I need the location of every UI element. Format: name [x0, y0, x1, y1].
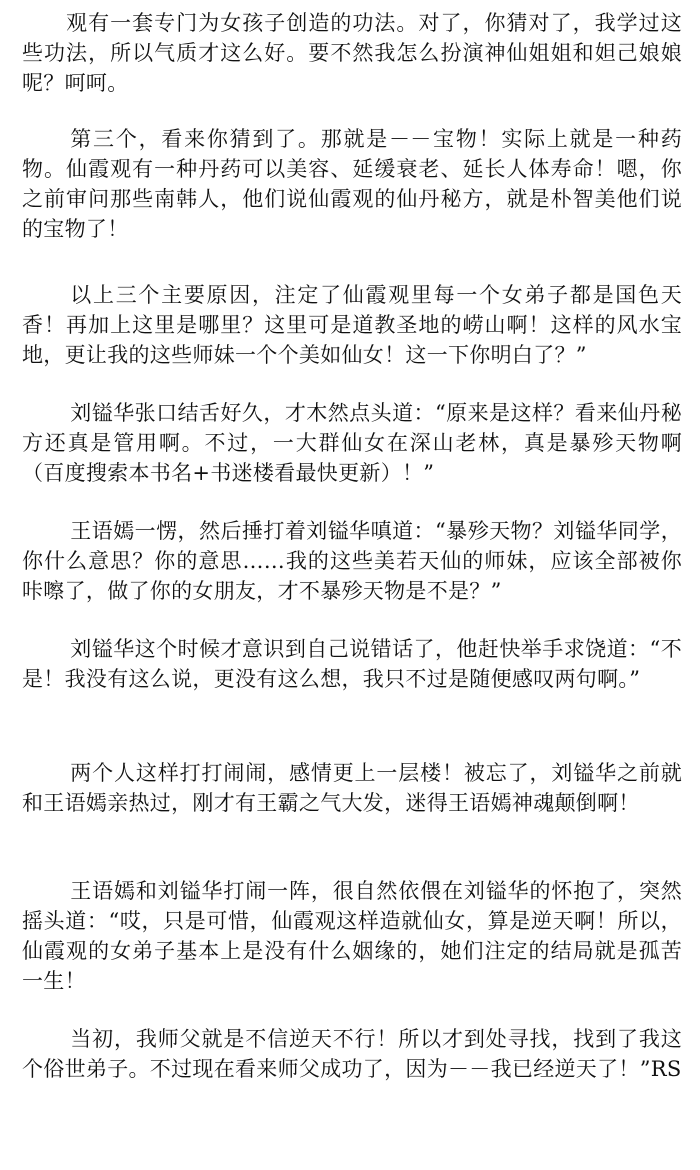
paragraph: 第三个，看来你猜到了。那就是－－宝物！实际上就是一种药物。仙霞观有一种丹药可以美容、延缓衰老、延长人体寿命！嗯，你之前审问那些南韩人，他们说仙霞观的仙丹秘方，就是朴智美他们说的宝物了！	[22, 127, 682, 241]
paragraph: 王语嫣一愣，然后捶打着刘镒华嗔道：“暴殄天物？刘镒华同学，你什么意思？你的意思……我的这些美若天仙的师妹，应该全部被你咔嚓了，做了你的女朋友，才不暴殄天物是不是？”	[22, 519, 682, 603]
paragraph: 观有一套专门为女孩子创造的功法。对了，你猜对了，我学过这些功法，所以气质才这么好。要不然我怎么扮演神仙姐姐和妲己娘娘呢？呵呵。	[22, 11, 682, 95]
paragraph: 以上三个主要原因，注定了仙霞观里每一个女弟子都是国色天香！再加上这里是哪里？这里可是道教圣地的崂山啊！这样的风水宝地，更让我的这些师妹一个个美如仙女！这一下你明白了？”	[22, 283, 682, 367]
paragraph: 刘镒华这个时候才意识到自己说错话了，他赶快举手求饶道：“不是！我没有这么说，更没有这么想，我只不过是随便感叹两句啊。”	[22, 637, 682, 691]
paragraph: 两个人这样打打闹闹，感情更上一层楼！被忘了，刘镒华之前就和王语嫣亲热过，刚才有王霸之气大发，迷得王语嫣神魂颠倒啊！	[22, 761, 682, 815]
paragraph: 刘镒华张口结舌好久，才木然点头道：“原来是这样？看来仙丹秘方还真是管用啊。不过，一大群仙女在深山老林，真是暴殄天物啊（百度搜索本书名+书迷楼看最快更新）！”	[22, 401, 682, 485]
paragraph: 当初，我师父就是不信逆天不行！所以才到处寻找，找到了我这个俗世弟子。不过现在看来师父成功了，因为－－我已经逆天了！”RS	[22, 1027, 682, 1081]
paragraph: 王语嫣和刘镒华打闹一阵，很自然依偎在刘镒华的怀抱了，突然摇头道：“哎，只是可惜，仙霞观这样造就仙女，算是逆天啊！所以，仙霞观的女弟子基本上是没有什么姻缘的，她们注定的结局就是孤苦一生！	[22, 879, 682, 993]
